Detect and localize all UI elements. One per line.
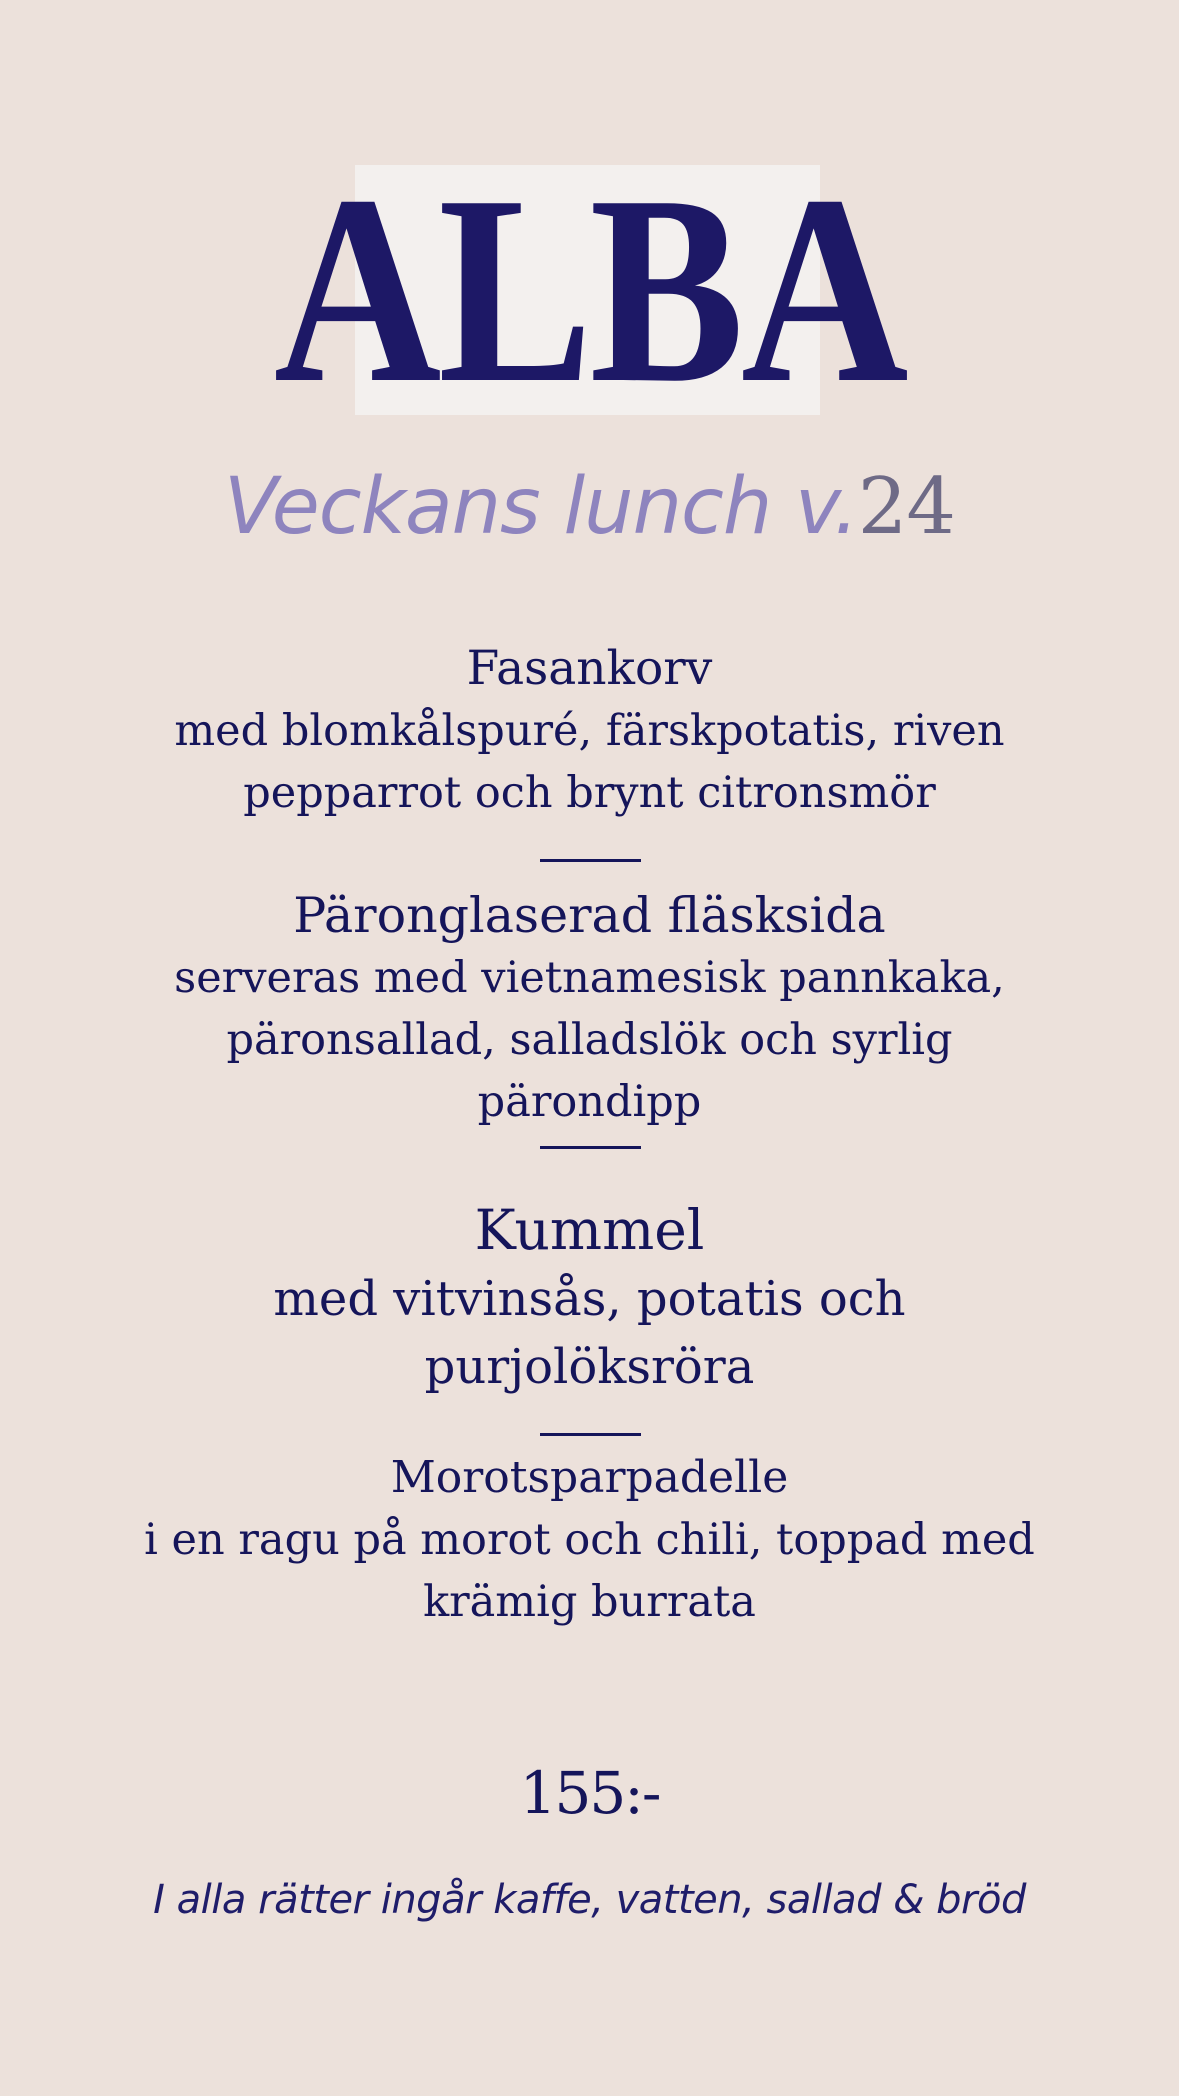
alba-logo: ALBA (273, 140, 906, 439)
dish-description-line: pärondipp (477, 1077, 702, 1127)
dish-description-line: pepparrot och brynt citronsmör (243, 768, 936, 818)
dish-item (100, 638, 1079, 824)
dish-description-line: med vitvinsås, potatis och (273, 1271, 906, 1327)
dish-divider (540, 1433, 641, 1436)
dish-description-line: med blomkålspuré, färskpotatis, riven (174, 706, 1005, 756)
dish-divider (540, 859, 641, 862)
dish-description-line: serveras med vietnamesisk pannkaka, (174, 953, 1005, 1003)
dish-description-line: purjolöksröra (424, 1339, 755, 1395)
footer-note: I alla rätter ingår kaffe, vatten, sallad & bröd (153, 1877, 1026, 1923)
week-number: 24 (857, 462, 955, 552)
dish-divider (540, 1146, 641, 1149)
dish-description-line: krämig burrata (423, 1577, 756, 1627)
weekly-lunch-heading (0, 462, 1179, 552)
dish-name: Fasankorv (466, 641, 713, 696)
heading-text: Veckans lunch v. (223, 462, 858, 552)
dish-item (100, 885, 1079, 1133)
lunch-price: 155:- (519, 1759, 660, 1827)
dish-description-line: päronsallad, salladslök och syrlig (226, 1015, 953, 1065)
dish-description-line: i en ragu på morot och chili, toppad med (144, 1515, 1035, 1565)
dish-name: Kummel (474, 1198, 705, 1262)
dish-name: Päronglaserad fläsksida (293, 887, 886, 944)
dish-name: Morotsparpadelle (390, 1452, 789, 1503)
dish-item (100, 1447, 1079, 1633)
dish-item (100, 1195, 1079, 1401)
